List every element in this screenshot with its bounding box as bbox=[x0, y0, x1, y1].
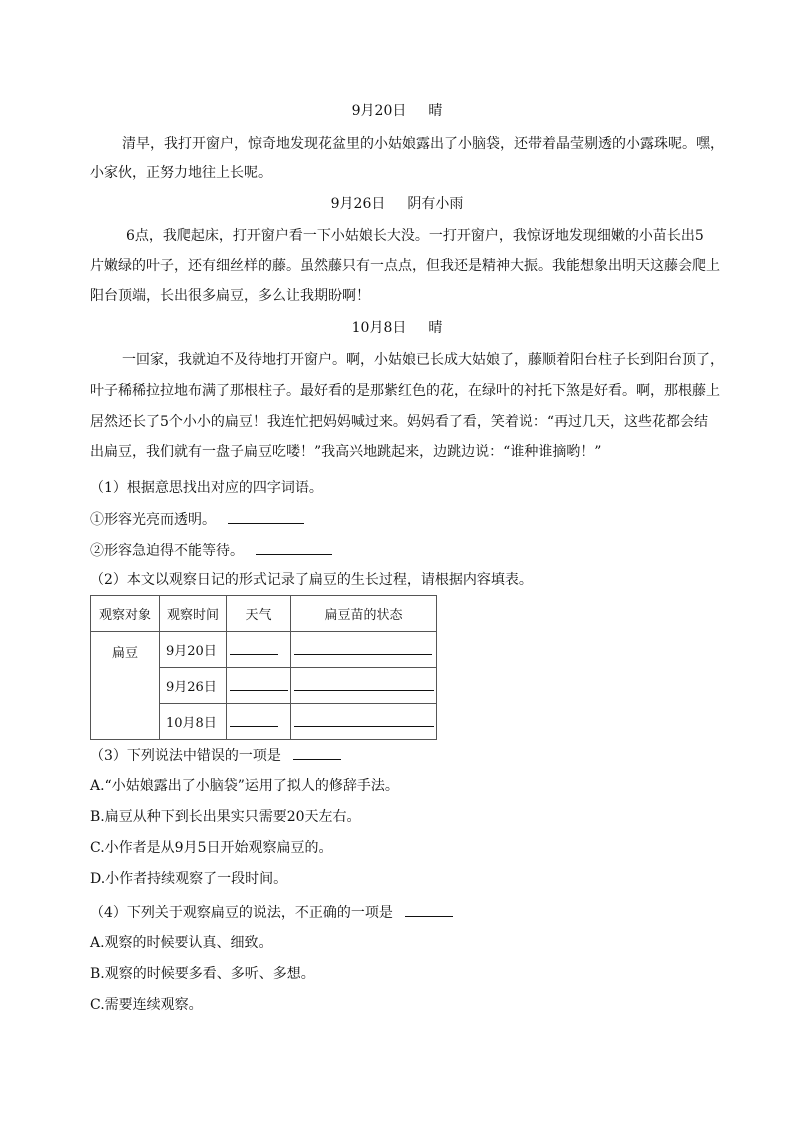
cell-date-3: 10月8日 bbox=[160, 704, 227, 740]
cell-date-1: 9月20日 bbox=[160, 632, 227, 668]
diary-entry-1-line-2: 小家伙，正努力地往上长呢。 bbox=[90, 165, 272, 181]
cell-weather-1 bbox=[227, 632, 291, 668]
question-4 bbox=[90, 902, 453, 923]
cell-state-1 bbox=[291, 632, 437, 668]
answer-blank-weather-1[interactable] bbox=[230, 640, 278, 655]
question-3 bbox=[90, 745, 341, 766]
answer-blank-weather-2[interactable] bbox=[230, 676, 288, 691]
answer-blank-state-3[interactable] bbox=[294, 712, 434, 727]
answer-blank-state-1[interactable] bbox=[294, 640, 432, 655]
answer-blank-q1-1[interactable] bbox=[228, 509, 304, 524]
question-1-item-2-text: ②形容急迫得不能等待。 bbox=[90, 543, 244, 559]
answer-blank-q4[interactable] bbox=[405, 902, 453, 917]
question-4-option-b: B.观察的时候要多看、多听、多想。 bbox=[90, 966, 315, 982]
diary-entry-3-weather: 晴 bbox=[428, 320, 443, 336]
diary-entry-2-heading bbox=[0, 194, 794, 214]
cell-state-2 bbox=[291, 668, 437, 704]
diary-entry-1-date: 9月20日 bbox=[351, 103, 407, 119]
answer-blank-weather-3[interactable] bbox=[230, 712, 278, 727]
header-subject: 观察对象 bbox=[91, 596, 160, 632]
cell-weather-3 bbox=[227, 704, 291, 740]
question-1-item-1-text: ①形容光亮而透明。 bbox=[90, 512, 216, 528]
diary-entry-1-heading bbox=[0, 101, 794, 121]
diary-entry-2-date: 9月26日 bbox=[330, 196, 386, 212]
header-time: 观察时间 bbox=[160, 596, 227, 632]
diary-entry-1-weather: 晴 bbox=[428, 103, 443, 119]
header-weather: 天气 bbox=[227, 596, 291, 632]
diary-entry-3-heading bbox=[0, 318, 794, 338]
diary-entry-2-weather: 阴有小雨 bbox=[407, 196, 464, 212]
diary-entry-2-line-3: 阳台顶端，长出很多扁豆，多么让我期盼啊！ bbox=[90, 288, 370, 304]
table-row bbox=[91, 632, 437, 668]
question-3-prompt: （3）下列说法中错误的一项是 bbox=[90, 748, 281, 764]
answer-blank-q1-2[interactable] bbox=[256, 540, 332, 555]
question-3-option-d: D.小作者持续观察了一段时间。 bbox=[90, 871, 288, 887]
diary-entry-3-date: 10月8日 bbox=[351, 320, 407, 336]
diary-entry-3-line-2: 叶子稀稀拉拉地布满了那根柱子。最好看的是那紫红色的花，在绿叶的衬托下煞是好看。啊，那根藤上 bbox=[90, 383, 720, 399]
question-3-option-c: C.小作者是从9月5日开始观察扁豆的。 bbox=[90, 840, 333, 856]
cell-subject: 扁豆 bbox=[91, 632, 160, 740]
question-1-item-2 bbox=[90, 540, 332, 561]
answer-blank-state-2[interactable] bbox=[294, 676, 434, 691]
cell-state-3 bbox=[291, 704, 437, 740]
question-4-prompt: （4）下列关于观察扁豆的说法，不正确的一项是 bbox=[90, 905, 393, 921]
question-1-item-1 bbox=[90, 509, 304, 530]
diary-entry-3-line-1: 一回家，我就迫不及待地打开窗户。啊，小姑娘已长成大姑娘了，藤顺着阳台柱子长到阳台顶了， bbox=[122, 352, 724, 368]
header-state: 扁豆苗的状态 bbox=[291, 596, 437, 632]
diary-entry-1-line-1: 清早，我打开窗户，惊奇地发现花盆里的小姑娘露出了小脑袋，还带着晶莹剔透的小露珠呢。嘿， bbox=[122, 136, 724, 152]
diary-entry-2-line-2: 片嫩绿的叶子，还有细丝样的藤。虽然藤只有一点点，但我还是精神大振。我能想象出明天这藤会爬上 bbox=[90, 258, 720, 274]
cell-weather-2 bbox=[227, 668, 291, 704]
table-header-row bbox=[91, 596, 437, 632]
question-1-prompt: （1）根据意思找出对应的四字词语。 bbox=[90, 480, 323, 496]
observation-table bbox=[90, 595, 437, 740]
answer-blank-q3[interactable] bbox=[293, 745, 341, 760]
question-3-option-a: A.“小姑娘露出了小脑袋”运用了拟人的修辞手法。 bbox=[90, 778, 399, 794]
diary-entry-2-line-1: 6点，我爬起床，打开窗户看一下小姑娘长大没。一打开窗户，我惊讶地发现细嫩的小苗长出5 bbox=[126, 228, 704, 244]
question-3-option-b: B.扁豆从种下到长出果实只需要20天左右。 bbox=[90, 809, 361, 825]
diary-entry-3-line-4: 出扁豆，我们就有一盘子扁豆吃喽！”我高兴地跳起来，边跳边说：“谁种谁摘哟！” bbox=[90, 444, 602, 460]
question-2-prompt: （2）本文以观察日记的形式记录了扁豆的生长过程，请根据内容填表。 bbox=[90, 572, 533, 588]
question-4-option-a: A.观察的时候要认真、细致。 bbox=[90, 935, 273, 951]
diary-entry-3-line-3: 居然还长了5个小小的扁豆！我连忙把妈妈喊过来。妈妈看了看，笑着说：“再过几天，这些花都会结 bbox=[90, 414, 709, 430]
cell-date-2: 9月26日 bbox=[160, 668, 227, 704]
question-4-option-c: C.需要连续观察。 bbox=[90, 997, 203, 1013]
